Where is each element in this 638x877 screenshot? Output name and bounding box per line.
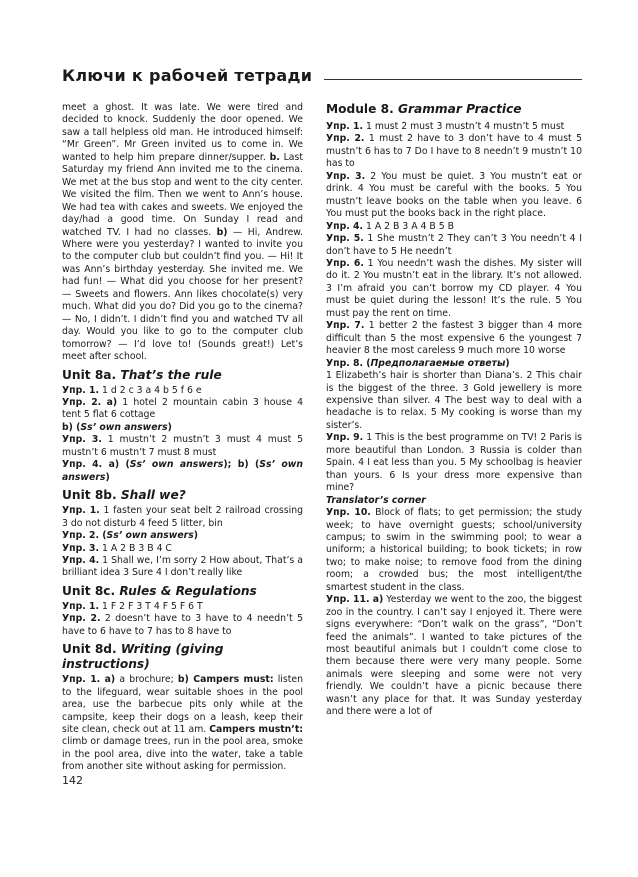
answer-line: Упр. 3. 1 A 2 B 3 B 4 C: [62, 542, 172, 554]
answer-line: Упр. 1. 1 F 2 F 3 T 4 F 5 F 6 T: [62, 600, 203, 612]
unit-8a-heading: Unit 8a. That’s the rule: [62, 367, 222, 382]
header-rule: [324, 79, 582, 80]
answer-line: Упр. 1. a) a brochure; b) Campers must: listen to the lifeguard, wear suitable shoes in the pool area, use the barbecue pits only while at the campsite, keep their dogs on a leash, keep their site clean, check out at 11 am. Campers mustn’t: climb or damage trees, run in the pool area, smoke in the pool area, dive into the water, take a table from another site without asking for permission.: [62, 674, 303, 773]
answer-line: Упр. 8. (Предполагаемые ответы): [326, 357, 510, 369]
answer-line: Упр. 2. a) 1 hotel 2 mountain cabin 3 house 4 tent 5 flat 6 cottage: [62, 396, 303, 421]
answer-line: Упр. 3. 2 You must be quiet. 3 You mustn’t eat or drink. 4 You must be careful with the books. 5 You mustn’t leave books on the table when you leave. 6 You must put the books back in the right place.: [326, 170, 582, 220]
page-number: 142: [62, 774, 83, 787]
answer-line: Упр. 4. 1 A 2 B 3 A 4 B 5 B: [326, 220, 454, 232]
answer-line: Упр. 2. (Ss’ own answers): [62, 530, 199, 542]
left-column: [62, 102, 303, 774]
translators-corner-heading: Translator’s corner: [326, 494, 426, 506]
answer-line: Упр. 2. 1 must 2 have to 3 don’t have to 4 must 5 mustn’t 6 has to 7 Do I have to 8 needn’t 9 mustn’t 10 has to: [326, 133, 582, 170]
unit-8b-heading: Unit 8b. Shall we?: [62, 488, 186, 503]
page-header: [62, 63, 582, 85]
answer-line: Упр. 5. 1 She mustn’t 2 They can’t 3 You needn’t 4 I don’t have to 5 He needn’t: [326, 233, 582, 257]
answer-line: Упр. 3. 1 mustn’t 2 mustn’t 3 must 4 must 5 mustn’t 6 mustn’t 7 must 8 must: [62, 434, 303, 458]
story-paragraph: meet a ghost. It was late. We were tired and decided to knock. Suddenly the door opened. We saw a tall helpless old man. He introduced himself: “Mr Green”. Mr Green invited us to come in. We wanted to help him prepare dinner/supper. b. Last Saturday my friend Ann invited me to the cinema. We met at the bus stop and went to the city center. We visited the film. Then we went to Ann’s house. We had tea with cakes and sweets. We enjoyed the day/had a good time. On Sunday I read and watched TV. I had no classes. b) — Hi, Andrew. Where were you yesterday? I wanted to invite you to the computer club but couldn’t find you. — Hi! It was Ann’s birthday yesterday. She invited me. We had fun! — What did you choose for her present? — Sweets and flowers. Ann likes chocolate(s) very much. What did you do? Did you go to the cinema? — No, I didn’t. I didn’t find you and watched TV all day. Would you like to go to the computer club tomorrow? — I’d love to! (Sounds great!) Let’s meet after school.: [62, 102, 303, 363]
answer-line: Упр. 2. 2 doesn’t have to 3 have to 4 needn’t 5 have to 6 have to 7 has to 8 have to: [62, 613, 304, 637]
answer-line: 1 Elizabeth’s hair is shorter than Diana’s. 2 This chair is the biggest of the three. 3 Gold jewellery is more expensive than silver. 4 The best way to deal with a headache is to relax. 5 My cooking is worse than my sister’s.: [326, 370, 582, 431]
page-title: Ключи к рабочей тетради: [62, 66, 313, 85]
answer-line: Упр. 4. 1 Shall we, I’m sorry 2 How about, That’s a brilliant idea 3 Sure 4 I don’t really like: [62, 554, 304, 579]
unit-8c-heading: Unit 8c. Rules & Regulations: [62, 583, 257, 598]
answer-line: Упр. 1. 1 must 2 must 3 mustn’t 4 mustn’t 5 must: [326, 121, 565, 132]
answer-line: Упр. 6. 1 You needn’t wash the dishes. My sister will do it. 2 You mustn’t eat in the library. It’s not allowed. 3 I’m afraid you can’t borrow my CD player. 4 You must be quiet during the lesson! It’s the rule. 5 You must pay the rent on time.: [326, 257, 582, 319]
answer-line: Упр. 11. a) Yesterday we went to the zoo, the biggest zoo in the country. I can’t say I enjoyed it. There were signs everywhere: “Don’t walk on the grass”, “Don’t feed the animals”. I wanted to take pictures of the most beautiful animals but I couldn’t come close to them because there were very many people. Some animals were sleeping and some were not very friendly. We couldn’t have a picnic because there wasn’t any place for that. It was Sunday yesterday and there were a lot of: [326, 594, 582, 718]
answer-line: Упр. 4. a) (Ss’ own answers); b) (Ss’ own answers): [62, 459, 304, 483]
answer-line: Упр. 1. 1 fasten your seat belt 2 railroad crossing 3 do not disturb 4 feed 5 litter, bin: [62, 505, 303, 529]
unit-8d-heading: Unit 8d. Writing (giving instructions): [62, 642, 224, 672]
answer-line: Упр. 10. Block of flats; to get permission; the study week; to have overnight guests; school/university campus; to swim in the swimming pool; to wear a uniform; a historical building; to book tickets; in row two; to make noise; to remove food from the dining room; a crowded bus; the most intelligent/the smartest student in the class.: [326, 507, 583, 593]
answer-line: Упр. 9. 1 This is the best programme on TV! 2 Paris is more beautiful than London. 3 Russia is colder than Spain. 4 I eat less than you. 5 My schoolbag is heavier than yours. 6 Is your dress more expensive than mine?: [326, 432, 582, 494]
answer-line: Упр. 7. 1 better 2 the fastest 3 bigger than 4 more difficult than 5 the most expensive 6 the youngest 7 heavier 8 the most careless 9 much more 10 worse: [326, 320, 582, 357]
answer-line: Упр. 1. 1 d 2 c 3 a 4 b 5 f 6 e: [62, 384, 202, 396]
module-8-heading: Module 8. Grammar Practice: [326, 102, 522, 116]
right-column: [326, 102, 582, 719]
answer-line: b) (Ss’ own answers): [62, 421, 172, 433]
